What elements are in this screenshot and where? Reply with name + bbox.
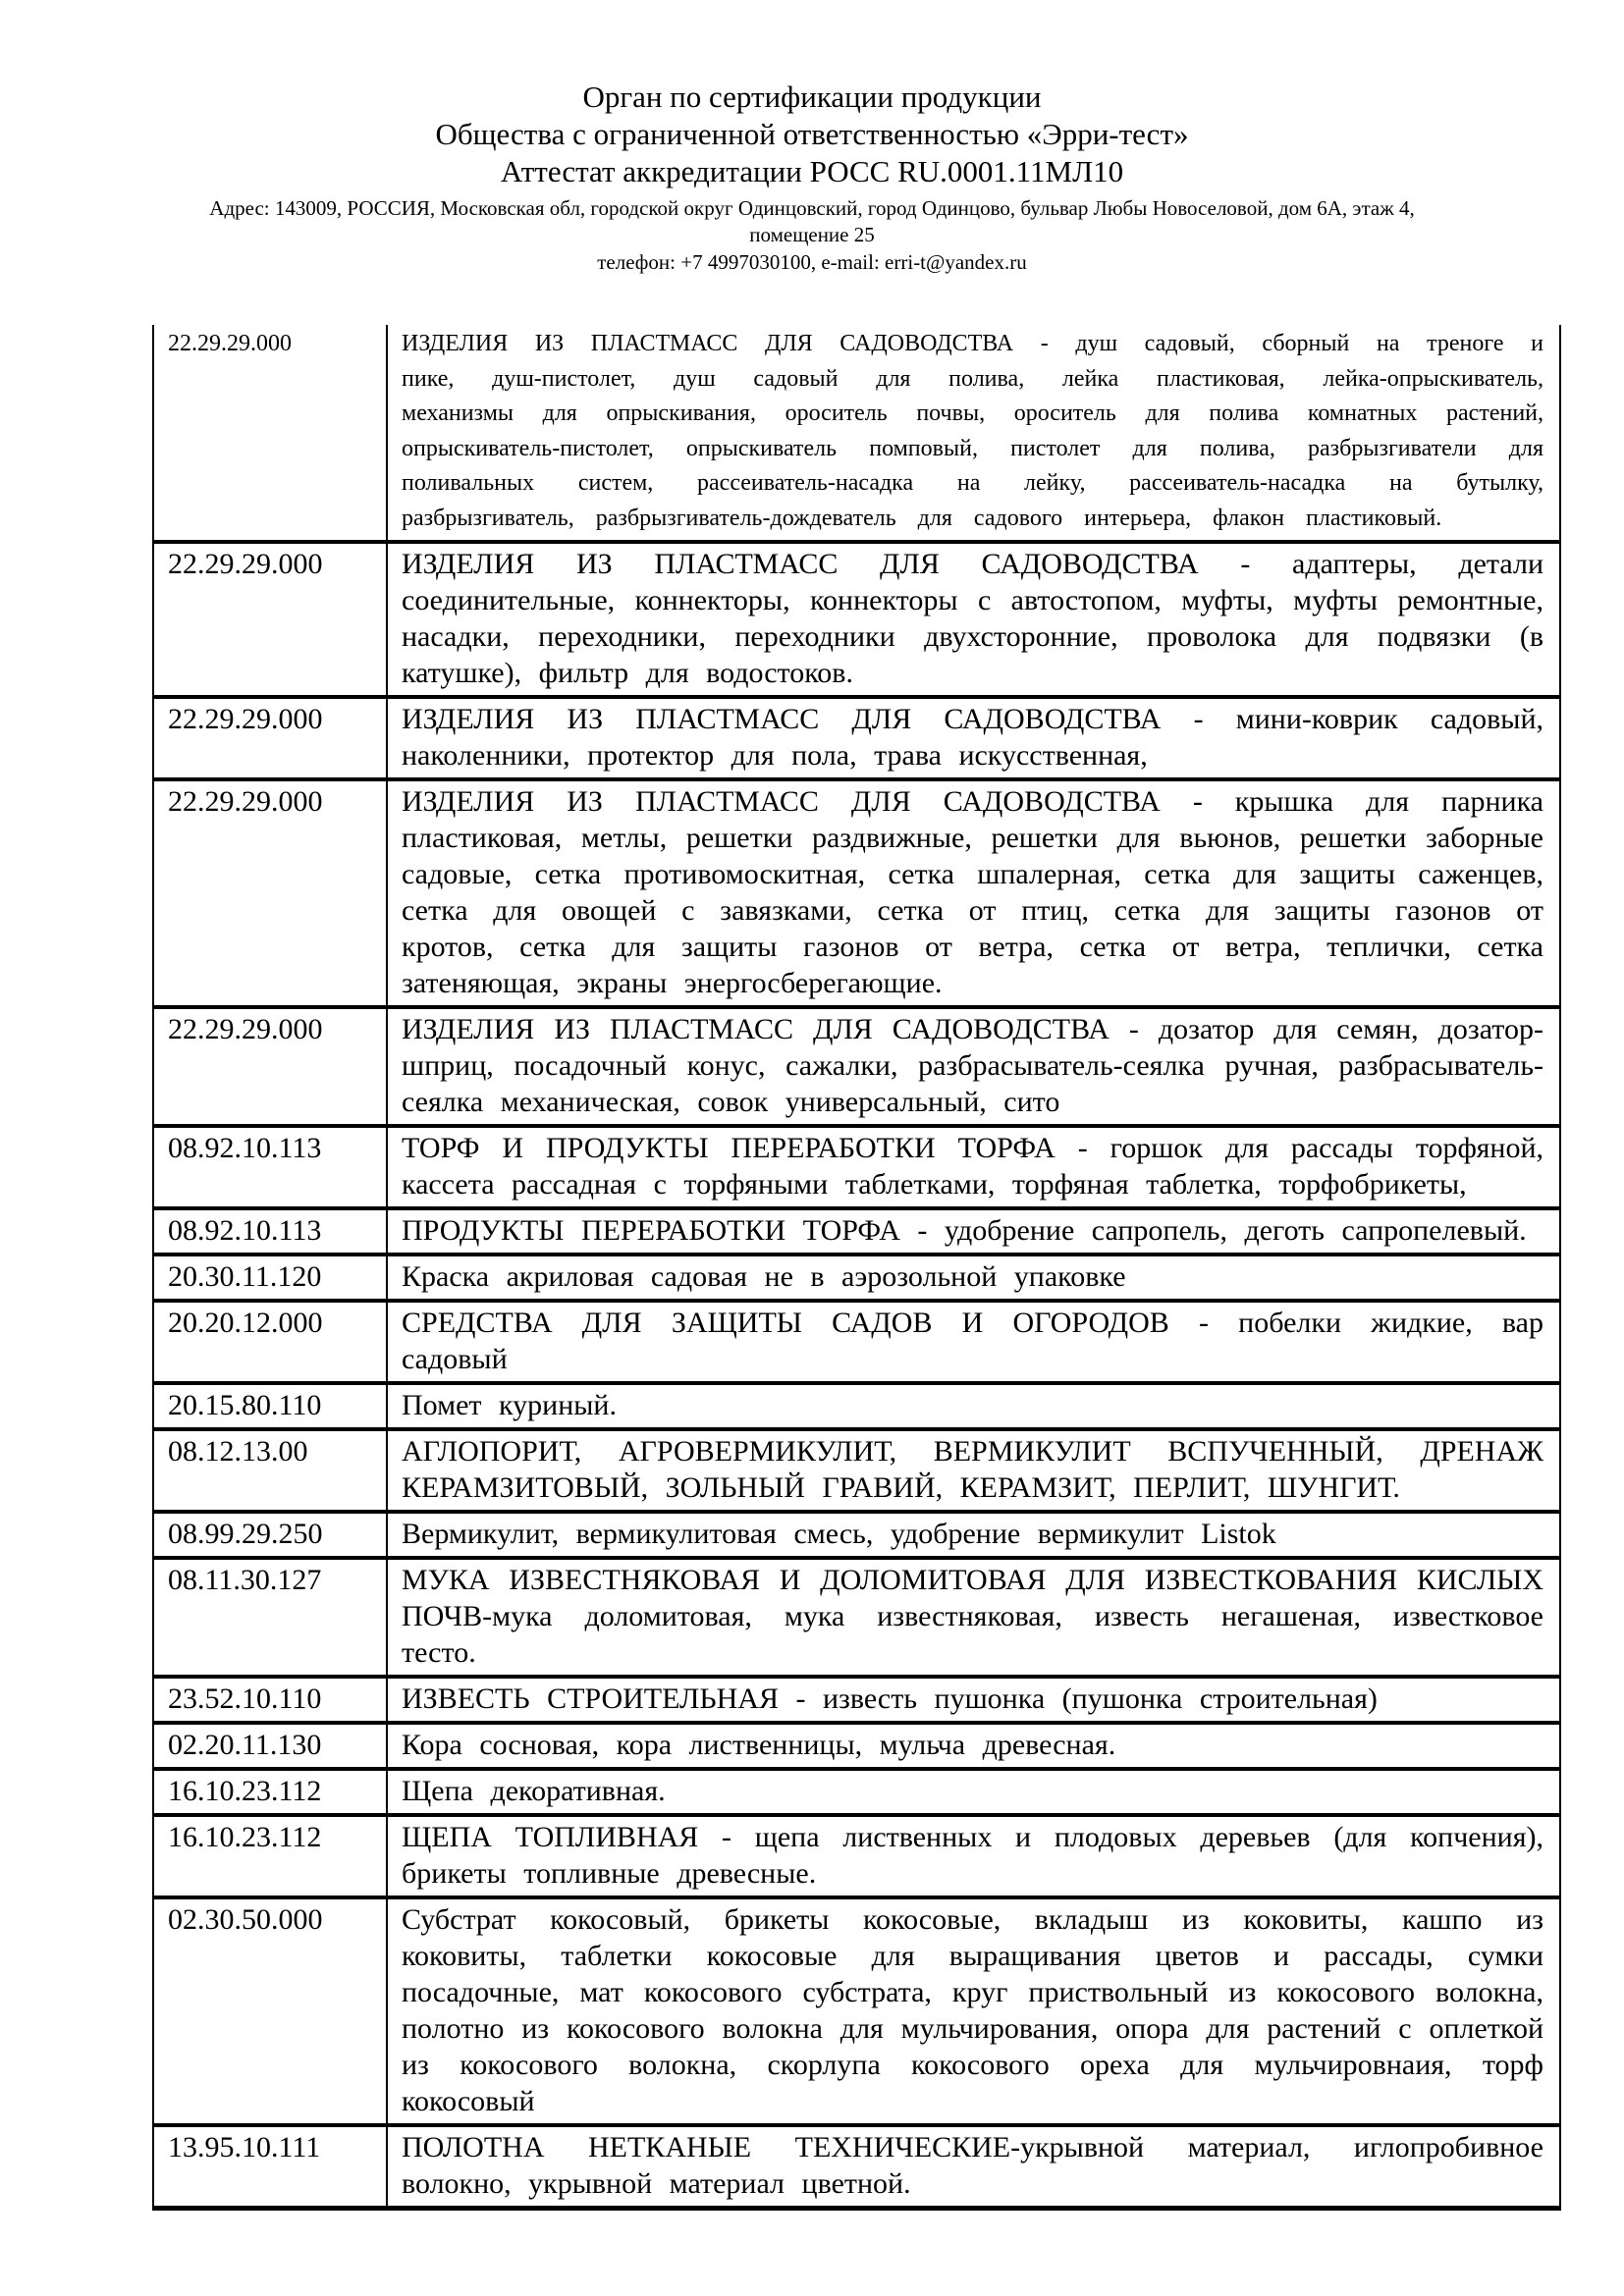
product-code: 08.92.10.113	[153, 1126, 387, 1208]
table-row	[153, 1007, 1560, 1126]
product-description: ИЗВЕСТЬ СТРОИТЕЛЬНАЯ - известь пушонка (пушонка строительная)	[387, 1677, 1560, 1723]
table-row	[153, 2125, 1560, 2209]
table-row	[153, 1769, 1560, 1815]
header-org-line: Орган по сертификации продукции	[582, 80, 1042, 114]
product-description: ПОЛОТНА НЕТКАНЫЕ ТЕХНИЧЕСКИЕ-укрывной материал, иглопробивное волокно, укрывной материал цветной.	[387, 2125, 1560, 2209]
product-code: 22.29.29.000	[153, 325, 387, 542]
header-address: Адрес: 143009, РОССИЯ, Московская обл, городской округ Одинцовский, город Одинцово, бульвар Любы Новоселовой, дом 6А, этаж 4, помещение 25	[209, 196, 1415, 246]
product-code: 22.29.29.000	[153, 697, 387, 779]
product-description: ТОРФ И ПРОДУКТЫ ПЕРЕРАБОТКИ ТОРФА - горшок для рассады торфяной, кассета рассадная с торфяными таблетками, торфяная таблетка, торфобрикеты,	[387, 1126, 1560, 1208]
product-code: 20.20.12.000	[153, 1301, 387, 1383]
document-header	[0, 0, 1624, 276]
product-code: 08.92.10.113	[153, 1208, 387, 1255]
product-code: 23.52.10.110	[153, 1677, 387, 1723]
header-company-line: Общества с ограниченной ответственностью «Эрри-тест»	[435, 117, 1189, 151]
product-description: ИЗДЕЛИЯ ИЗ ПЛАСТМАСС ДЛЯ САДОВОДСТВА - мини-коврик садовый, наколенники, протектор для пола, трава искусственная,	[387, 697, 1560, 779]
table-row	[153, 325, 1560, 542]
product-code: 02.30.50.000	[153, 1897, 387, 2125]
product-description: Краска акриловая садовая не в аэрозольной упаковке	[387, 1255, 1560, 1301]
product-code: 20.15.80.110	[153, 1383, 387, 1429]
header-contact: телефон: +7 4997030100, e-mail: erri-t@yandex.ru	[597, 250, 1027, 274]
product-code: 08.11.30.127	[153, 1558, 387, 1677]
product-description: Вермикулит, вермикулитовая смесь, удобрение вермикулит Listok	[387, 1512, 1560, 1558]
table-row	[153, 779, 1560, 1007]
product-description: Кора сосновая, кора лиственницы, мульча древесная.	[387, 1723, 1560, 1769]
table-row	[153, 1558, 1560, 1677]
table-row	[153, 1255, 1560, 1301]
product-code: 02.20.11.130	[153, 1723, 387, 1769]
product-code: 16.10.23.112	[153, 1815, 387, 1897]
product-description: ИЗДЕЛИЯ ИЗ ПЛАСТМАСС ДЛЯ САДОВОДСТВА - крышка для парника пластиковая, метлы, решетки раздвижные, решетки для вьюнов, решетки заборные садовые, сетка противомоскитная, сетка шпалерная, сетка для защиты саженцев, сетка для овощей с завязками, сетка от птиц, сетка для защиты газонов от кротов, сетка для защиты газонов от ветра, сетка от ветра, теплички, сетка затеняющая, экраны энергосберегающие.	[387, 779, 1560, 1007]
product-code: 22.29.29.000	[153, 779, 387, 1007]
product-code: 13.95.10.111	[153, 2125, 387, 2209]
table-row	[153, 1208, 1560, 1255]
header-accreditation-line: Аттестат аккредитации РОСС RU.0001.11МЛ10	[500, 154, 1124, 188]
product-description: ИЗДЕЛИЯ ИЗ ПЛАСТМАСС ДЛЯ САДОВОДСТВА - душ садовый, сборный на треноге и пике, душ-пистолет, душ садовый для полива, лейка пластиковая, лейка-опрыскиватель, механизмы для опрыскивания, ороситель почвы, ороситель для полива комнатных растений, опрыскиватель-пистолет, опрыскиватель помповый, пистолет для полива, разбрызгиватели для поливальных систем, рассеиватель-насадка на лейку, рассеиватель-насадка на бутылку, разбрызгиватель, разбрызгиватель-дождеватель для садового интерьера, флакон пластиковый.	[402, 331, 1543, 531]
product-description: Помет куриный.	[387, 1383, 1560, 1429]
table-row	[153, 1723, 1560, 1769]
product-description: ЩЕПА ТОПЛИВНАЯ - щепа лиственных и плодовых деревьев (для копчения), брикеты топливные древесные.	[387, 1815, 1560, 1897]
product-description: МУКА ИЗВЕСТНЯКОВАЯ И ДОЛОМИТОВАЯ ДЛЯ ИЗВЕСТКОВАНИЯ КИСЛЫХ ПОЧВ-мука доломитовая, мука известняковая, известь негашеная, известковое тесто.	[387, 1558, 1560, 1677]
product-description: АГЛОПОРИТ, АГРОВЕРМИКУЛИТ, ВЕРМИКУЛИТ ВСПУЧЕННЫЙ, ДРЕНАЖ КЕРАМЗИТОВЫЙ, ЗОЛЬНЫЙ ГРАВИЙ, КЕРАМЗИТ, ПЕРЛИТ, ШУНГИТ.	[387, 1429, 1560, 1512]
product-code: 08.99.29.250	[153, 1512, 387, 1558]
product-description: Щепа декоративная.	[387, 1769, 1560, 1815]
table-row	[153, 1677, 1560, 1723]
table-row	[153, 1897, 1560, 2125]
table-row	[153, 1429, 1560, 1512]
product-description: СРЕДСТВА ДЛЯ ЗАЩИТЫ САДОВ И ОГОРОДОВ - побелки жидкие, вар садовый	[387, 1301, 1560, 1383]
products-table-body	[153, 325, 1560, 2209]
product-code: 22.29.29.000	[153, 1007, 387, 1126]
product-description: ИЗДЕЛИЯ ИЗ ПЛАСТМАСС ДЛЯ САДОВОДСТВА - дозатор для семян, дозатор-шприц, посадочный конус, сажалки, разбрасыватель-сеялка ручная, разбрасыватель-сеялка механическая, совок универсальный, сито	[387, 1007, 1560, 1126]
table-row	[153, 1512, 1560, 1558]
table-row	[153, 697, 1560, 779]
product-description: ПРОДУКТЫ ПЕРЕРАБОТКИ ТОРФА - удобрение сапропель, деготь сапропелевый.	[387, 1208, 1560, 1255]
product-description: ИЗДЕЛИЯ ИЗ ПЛАСТМАСС ДЛЯ САДОВОДСТВА - адаптеры, детали соединительные, коннекторы, коннекторы с автостопом, муфты, муфты ремонтные, насадки, переходники, переходники двухсторонние, проволока для подвязки (в катушке), фильтр для водостоков.	[387, 542, 1560, 697]
product-code: 22.29.29.000	[153, 542, 387, 697]
product-code: 20.30.11.120	[153, 1255, 387, 1301]
product-code: 16.10.23.112	[153, 1769, 387, 1815]
table-row	[153, 1301, 1560, 1383]
product-description: Субстрат кокосовый, брикеты кокосовые, вкладыш из коковиты, кашпо из коковиты, таблетки кокосовые для выращивания цветов и рассады, сумки посадочные, мат кокосового субстрата, круг приствольный из кокосового волокна, полотно из кокосового волокна для мульчирования, опора для растений с оплеткой из кокосового волокна, скорлупа кокосового ореха для мульчировнаия, торф кокосовый	[387, 1897, 1560, 2125]
products-table	[152, 325, 1561, 2211]
table-row	[153, 1126, 1560, 1208]
table-row	[153, 1815, 1560, 1897]
product-code: 08.12.13.00	[153, 1429, 387, 1512]
table-row	[153, 1383, 1560, 1429]
table-row	[153, 542, 1560, 697]
